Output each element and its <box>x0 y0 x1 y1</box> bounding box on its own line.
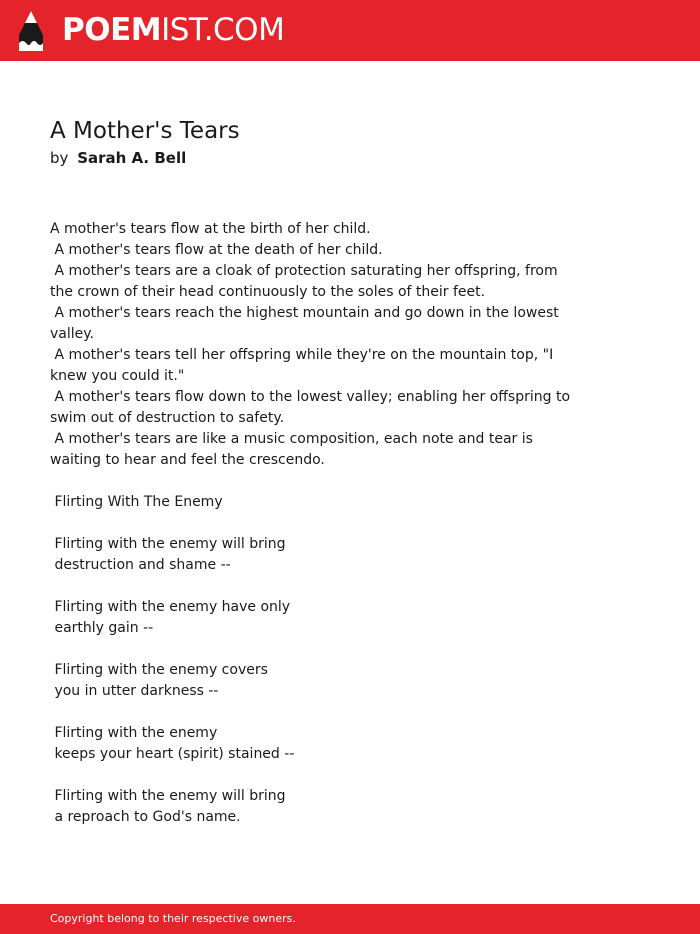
poem-line <box>50 576 570 597</box>
logo-bold-text: POEM <box>62 12 162 48</box>
by-label: by <box>50 149 69 167</box>
site-footer <box>0 904 700 934</box>
poem-line <box>50 702 570 723</box>
site-logo[interactable] <box>62 10 284 50</box>
poem-line <box>50 471 570 492</box>
poem-line: Flirting with the enemy covers <box>50 662 268 678</box>
poem-line: valley. <box>50 326 94 342</box>
poem-line: swim out of destruction to safety. <box>50 410 285 426</box>
poem-line <box>50 513 570 534</box>
copyright-notice: Copyright belong to their respective owners. <box>50 912 296 925</box>
pencil-tip-icon <box>17 9 45 53</box>
poem-line: a reproach to God's name. <box>50 809 241 825</box>
poem-line: waiting to hear and feel the crescendo. <box>50 452 325 468</box>
poem-line: A mother's tears flow at the birth of her child. <box>50 221 371 237</box>
poem-body <box>50 219 570 828</box>
poem-line: A mother's tears flow at the death of her child. <box>50 242 383 258</box>
poem-line: earthly gain -- <box>50 620 154 636</box>
poem-line: A mother's tears are like a music composition, each note and tear is <box>50 431 533 447</box>
poem-line: keeps your heart (spirit) stained -- <box>50 746 295 762</box>
poem-line: A mother's tears reach the highest mountain and go down in the lowest <box>50 305 559 321</box>
poem-line: knew you could it." <box>50 368 185 384</box>
poem-line: Flirting with the enemy will bring <box>50 536 286 552</box>
poem-title: A Mother's Tears <box>50 118 240 144</box>
byline <box>50 148 186 169</box>
poem-line: the crown of their head continuously to the soles of their feet. <box>50 284 486 300</box>
logo-light-text: IST.COM <box>161 12 285 48</box>
poem-line: Flirting with the enemy have only <box>50 599 291 615</box>
poem-line: A mother's tears are a cloak of protection saturating her offspring, from <box>50 263 558 279</box>
poem-line: destruction and shame -- <box>50 557 231 573</box>
author-name: Sarah A. Bell <box>77 149 187 167</box>
poem-line: you in utter darkness -- <box>50 683 219 699</box>
poem-line <box>50 639 570 660</box>
poem-line: Flirting With The Enemy <box>50 494 223 510</box>
poem-line: Flirting with the enemy <box>50 725 218 741</box>
poem-line: A mother's tears tell her offspring while they're on the mountain top, "I <box>50 347 554 363</box>
poem-line: Flirting with the enemy will bring <box>50 788 286 804</box>
poem-line <box>50 765 570 786</box>
site-header <box>0 0 700 61</box>
poem-line: A mother's tears flow down to the lowest valley; enabling her offspring to <box>50 389 571 405</box>
